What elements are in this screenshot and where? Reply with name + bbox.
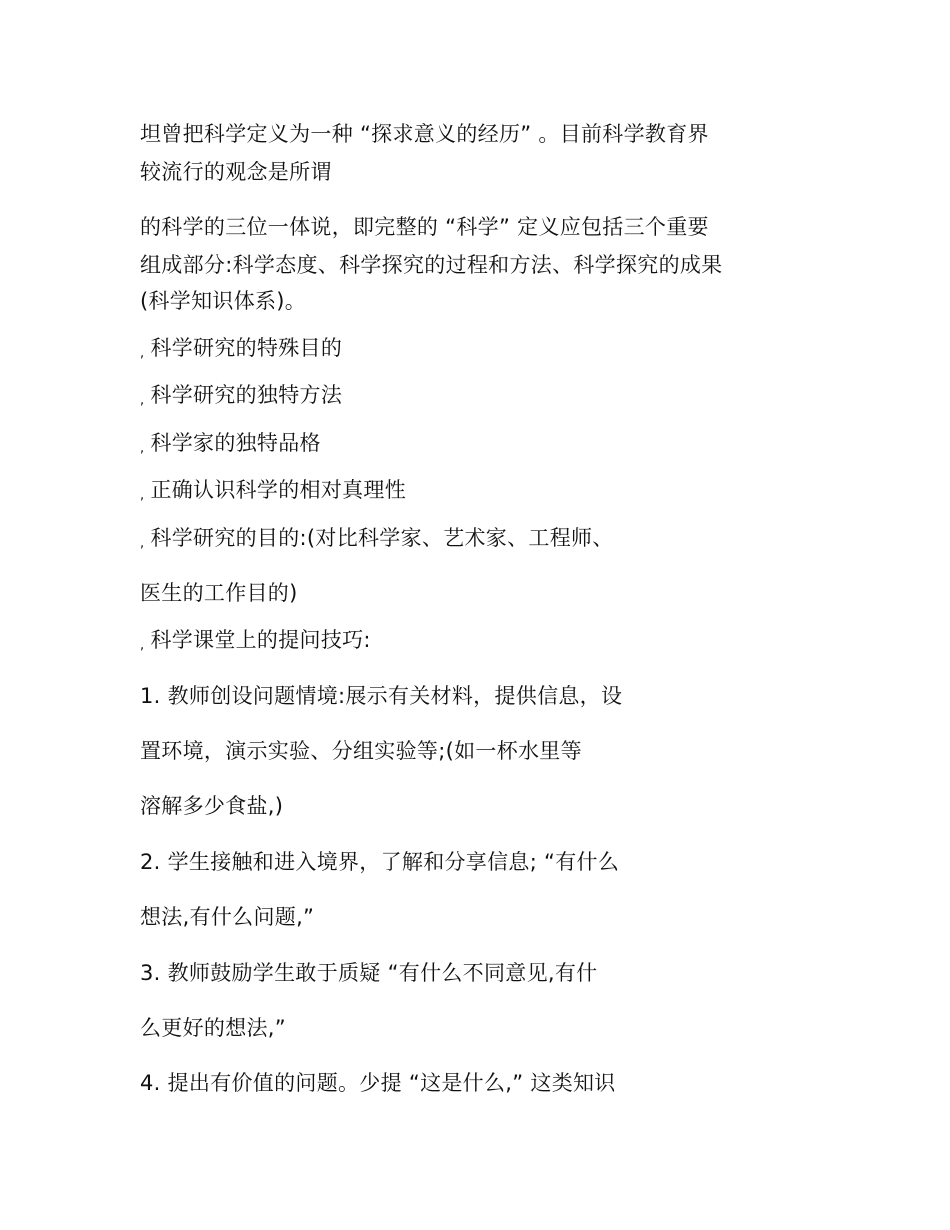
bullet-text: 科学研究的特殊目的 <box>150 336 343 360</box>
paragraph-line: 的科学的三位一体说，即完整的 “科学” 定义应包括三个重要 <box>140 215 709 239</box>
bullet-text: 科学研究的独特方法 <box>150 383 343 407</box>
numbered-item: 2. 学生接触和进入境界，了解和分享信息; “有什么 <box>140 850 620 874</box>
bullet-text: 科学家的独特品格 <box>150 431 321 455</box>
paragraph-line: 置环境，演示实验、分组实验等;(如一杯水里等 <box>140 739 582 763</box>
bullet-item <box>140 630 371 652</box>
bullet-text: 科学研究的目的:(对比科学家、艺术家、工程师、 <box>150 526 614 550</box>
paragraph-line: 么更好的想法,” <box>140 1016 286 1040</box>
bullet-marker: , <box>140 536 145 551</box>
paragraph-line: 较流行的观念是所谓 <box>140 160 332 184</box>
numbered-item: 3. 教师鼓励学生敢于质疑 “有什么不同意见,有什 <box>140 961 598 985</box>
bullet-item <box>140 480 406 502</box>
paragraph-line: 组成部分:科学态度、科学探究的过程和方法、科学探究的成果 <box>140 253 723 277</box>
bullet-marker: , <box>140 393 145 408</box>
bullet-item <box>140 338 342 360</box>
paragraph-line: 医生的工作目的) <box>140 581 298 605</box>
bullet-marker: , <box>140 346 145 361</box>
paragraph-line: (科学知识体系)。 <box>140 289 307 313</box>
bullet-marker: , <box>140 441 145 456</box>
bullet-item <box>140 433 321 455</box>
bullet-marker: , <box>140 488 145 503</box>
bullet-item <box>140 385 342 407</box>
bullet-marker: , <box>140 638 145 653</box>
bullet-text: 科学课堂上的提问技巧: <box>150 628 371 652</box>
numbered-item: 4. 提出有价值的问题。少提 “这是什么,” 这类知识 <box>140 1071 616 1095</box>
paragraph-line: 想法,有什么问题,” <box>140 905 315 929</box>
bullet-text: 正确认识科学的相对真理性 <box>150 478 407 502</box>
paragraph-line: 坦曾把科学定义为一种 “探求意义的经历” 。目前科学教育界 <box>140 122 709 146</box>
numbered-item: 1. 教师创设问题情境:展示有关材料，提供信息，设 <box>140 684 623 708</box>
paragraph-line: 溶解多少食盐,) <box>140 794 284 818</box>
bullet-item <box>140 528 614 550</box>
